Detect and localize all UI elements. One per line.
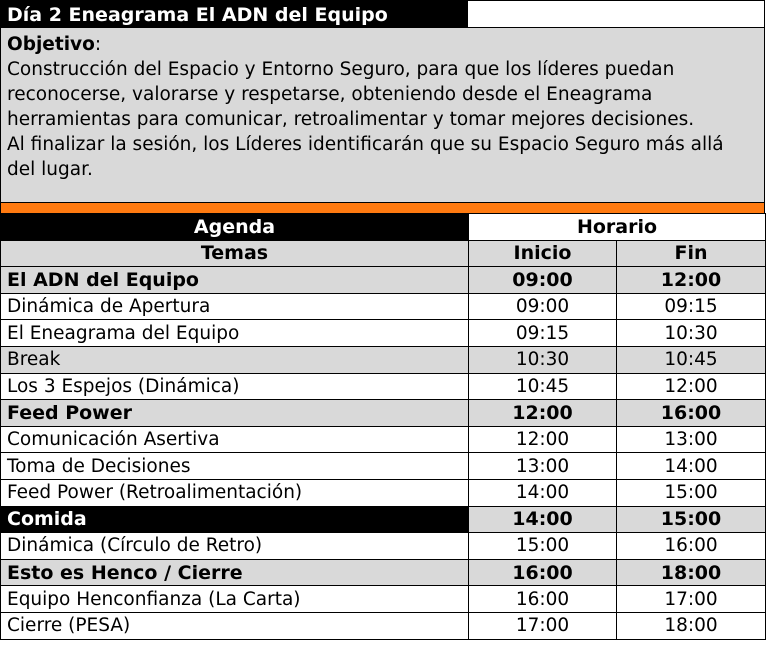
agenda-header: Agenda xyxy=(1,214,469,241)
fin-cell: 15:00 xyxy=(617,506,766,533)
horario-header: Horario xyxy=(469,214,766,241)
fin-cell: 13:00 xyxy=(617,426,766,453)
table-row xyxy=(1,346,766,373)
agenda-table xyxy=(0,213,766,640)
inicio-cell: 16:00 xyxy=(469,559,617,586)
fin-cell: 14:00 xyxy=(617,453,766,480)
tema-cell: Los 3 Espejos (Dinámica) xyxy=(1,373,469,400)
inicio-cell: 09:15 xyxy=(469,320,617,347)
objective-line: del lugar. xyxy=(7,159,93,180)
inicio-cell: 13:00 xyxy=(469,453,617,480)
table-row xyxy=(1,373,766,400)
table-row xyxy=(1,479,766,506)
section-row xyxy=(1,400,766,427)
tema-cell: Esto es Henco / Cierre xyxy=(1,559,469,586)
tema-cell: Comunicación Asertiva xyxy=(1,426,469,453)
inicio-cell: 10:30 xyxy=(469,346,617,373)
tema-cell: Toma de Decisiones xyxy=(1,453,469,480)
tema-cell: El Eneagrama del Equipo xyxy=(1,320,469,347)
fin-cell: 18:00 xyxy=(617,559,766,586)
table-row xyxy=(1,426,766,453)
title-blank-cell xyxy=(468,0,765,28)
fin-cell: 16:00 xyxy=(617,400,766,427)
page-title: Día 2 Eneagrama El ADN del Equipo xyxy=(0,0,468,28)
tema-cell: Feed Power (Retroalimentación) xyxy=(1,479,469,506)
table-row xyxy=(1,453,766,480)
temas-column-header: Temas xyxy=(1,240,469,267)
fin-cell: 12:00 xyxy=(617,267,766,294)
tema-cell: Feed Power xyxy=(1,400,469,427)
fin-cell: 15:00 xyxy=(617,479,766,506)
fin-column-header: Fin xyxy=(617,240,766,267)
table-header-row-2 xyxy=(1,240,766,267)
inicio-cell: 17:00 xyxy=(469,612,617,639)
objective-label: Objetivo xyxy=(7,34,95,55)
inicio-cell: 12:00 xyxy=(469,426,617,453)
section-row xyxy=(1,267,766,294)
objective-line: reconocerse, valorarse y respetarse, obteniendo desde el Eneagrama xyxy=(7,84,653,105)
tema-cell: Break xyxy=(1,346,469,373)
title-row xyxy=(0,0,765,28)
inicio-cell: 12:00 xyxy=(469,400,617,427)
objective-box xyxy=(0,28,765,203)
fin-cell: 17:00 xyxy=(617,586,766,613)
objective-colon: : xyxy=(94,34,102,55)
section-row xyxy=(1,506,766,533)
tema-cell: Cierre (PESA) xyxy=(1,612,469,639)
inicio-cell: 14:00 xyxy=(469,479,617,506)
tema-cell: Dinámica de Apertura xyxy=(1,293,469,320)
orange-divider xyxy=(0,203,765,213)
fin-cell: 09:15 xyxy=(617,293,766,320)
inicio-cell: 15:00 xyxy=(469,533,617,560)
objective-line: Construcción del Espacio y Entorno Seguro, para que los líderes puedan xyxy=(7,59,675,80)
objective-heading xyxy=(7,32,758,57)
tema-cell: Dinámica (Círculo de Retro) xyxy=(1,533,469,560)
table-header-row-1 xyxy=(1,214,766,241)
table-row xyxy=(1,586,766,613)
section-row xyxy=(1,559,766,586)
table-row xyxy=(1,320,766,347)
fin-cell: 10:30 xyxy=(617,320,766,347)
fin-cell: 12:00 xyxy=(617,373,766,400)
fin-cell: 16:00 xyxy=(617,533,766,560)
inicio-cell: 09:00 xyxy=(469,267,617,294)
table-row xyxy=(1,293,766,320)
fin-cell: 18:00 xyxy=(617,612,766,639)
inicio-column-header: Inicio xyxy=(469,240,617,267)
table-row xyxy=(1,533,766,560)
tema-cell: Equipo Henconfianza (La Carta) xyxy=(1,586,469,613)
objective-line: Al finalizar la sesión, los Líderes identificarán que su Espacio Seguro más allá xyxy=(7,134,724,155)
inicio-cell: 16:00 xyxy=(469,586,617,613)
objective-line: herramientas para comunicar, retroalimentar y tomar mejores decisiones. xyxy=(7,109,695,130)
table-row xyxy=(1,612,766,639)
inicio-cell: 14:00 xyxy=(469,506,617,533)
inicio-cell: 10:45 xyxy=(469,373,617,400)
inicio-cell: 09:00 xyxy=(469,293,617,320)
tema-cell: Comida xyxy=(1,506,469,533)
fin-cell: 10:45 xyxy=(617,346,766,373)
tema-cell: El ADN del Equipo xyxy=(1,267,469,294)
